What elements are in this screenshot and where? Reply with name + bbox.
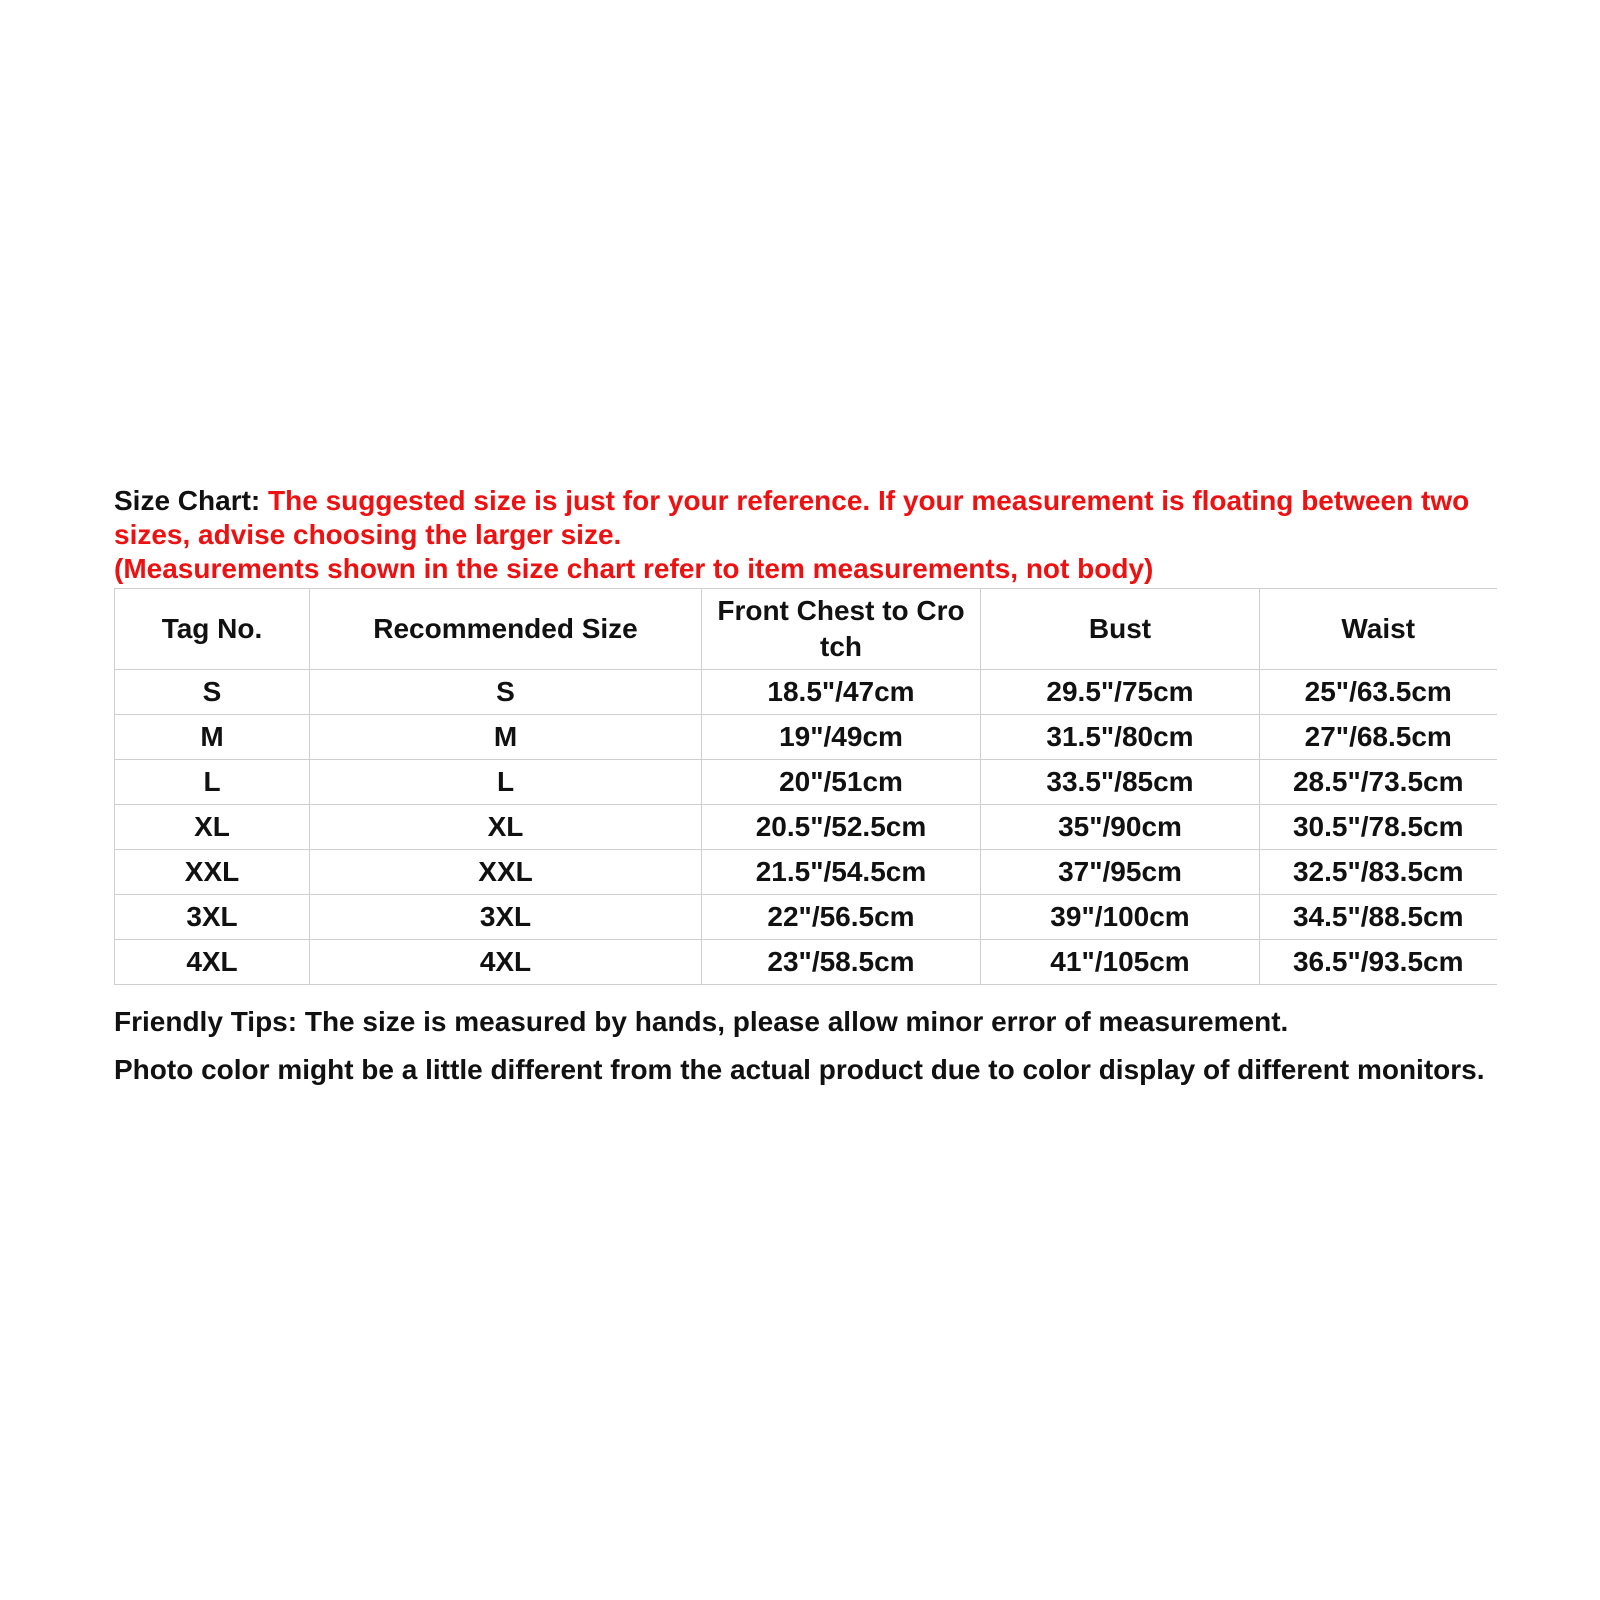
cell-front-chest-to-crotch: 21.5"/54.5cm [702, 850, 981, 895]
cell-recommended-size: 3XL [310, 895, 702, 940]
cell-tag-no: M [115, 715, 310, 760]
cell-tag-no: L [115, 760, 310, 805]
cell-waist: 28.5"/73.5cm [1260, 760, 1497, 805]
table-row [115, 805, 1497, 850]
size-chart-label: Size Chart: [114, 485, 261, 516]
cell-recommended-size: XXL [310, 850, 702, 895]
cell-bust: 31.5"/80cm [981, 715, 1260, 760]
cell-tag-no: XL [115, 805, 310, 850]
table-row [115, 895, 1497, 940]
cell-front-chest-to-crotch: 18.5"/47cm [702, 670, 981, 715]
header-tag-no: Tag No. [115, 589, 310, 670]
header-bust: Bust [981, 589, 1260, 670]
table-row [115, 760, 1497, 805]
cell-recommended-size: 4XL [310, 940, 702, 985]
size-chart-intro [114, 484, 1496, 586]
cell-waist: 34.5"/88.5cm [1260, 895, 1497, 940]
cell-waist: 36.5"/93.5cm [1260, 940, 1497, 985]
cell-bust: 33.5"/85cm [981, 760, 1260, 805]
cell-recommended-size: L [310, 760, 702, 805]
cell-recommended-size: XL [310, 805, 702, 850]
cell-tag-no: S [115, 670, 310, 715]
table-row [115, 715, 1497, 760]
tip-photo-color: Photo color might be a little different from the actual product due to color display of different monitors. [114, 1054, 1485, 1085]
cell-front-chest-to-crotch: 19"/49cm [702, 715, 981, 760]
table-row [115, 670, 1497, 715]
cell-front-chest-to-crotch: 22"/56.5cm [702, 895, 981, 940]
header-front-chest-to-crotch: Front Chest to Cro tch [702, 589, 981, 670]
cell-front-chest-to-crotch: 20"/51cm [702, 760, 981, 805]
size-chart-sheet [114, 484, 1496, 1101]
cell-bust: 37"/95cm [981, 850, 1260, 895]
header-recommended-size: Recommended Size [310, 589, 702, 670]
cell-waist: 30.5"/78.5cm [1260, 805, 1497, 850]
cell-bust: 39"/100cm [981, 895, 1260, 940]
table-header-row [115, 589, 1497, 670]
size-advice-text: The suggested size is just for your reference. If your measurement is floating between two sizes, advise choosing the larger size. [114, 485, 1470, 550]
cell-tag-no: 4XL [115, 940, 310, 985]
size-table [114, 588, 1497, 985]
cell-bust: 29.5"/75cm [981, 670, 1260, 715]
tip-measurement-error: Friendly Tips: The size is measured by hands, please allow minor error of measurement. [114, 1006, 1289, 1037]
measurement-note: (Measurements shown in the size chart refer to item measurements, not body) [114, 553, 1154, 584]
cell-front-chest-to-crotch: 23"/58.5cm [702, 940, 981, 985]
cell-bust: 41"/105cm [981, 940, 1260, 985]
cell-waist: 27"/68.5cm [1260, 715, 1497, 760]
table-row [115, 940, 1497, 985]
friendly-tips [114, 1005, 1496, 1087]
cell-waist: 32.5"/83.5cm [1260, 850, 1497, 895]
cell-bust: 35"/90cm [981, 805, 1260, 850]
cell-tag-no: XXL [115, 850, 310, 895]
header-waist: Waist [1260, 589, 1497, 670]
cell-recommended-size: S [310, 670, 702, 715]
cell-recommended-size: M [310, 715, 702, 760]
table-row [115, 850, 1497, 895]
cell-waist: 25"/63.5cm [1260, 670, 1497, 715]
cell-tag-no: 3XL [115, 895, 310, 940]
cell-front-chest-to-crotch: 20.5"/52.5cm [702, 805, 981, 850]
